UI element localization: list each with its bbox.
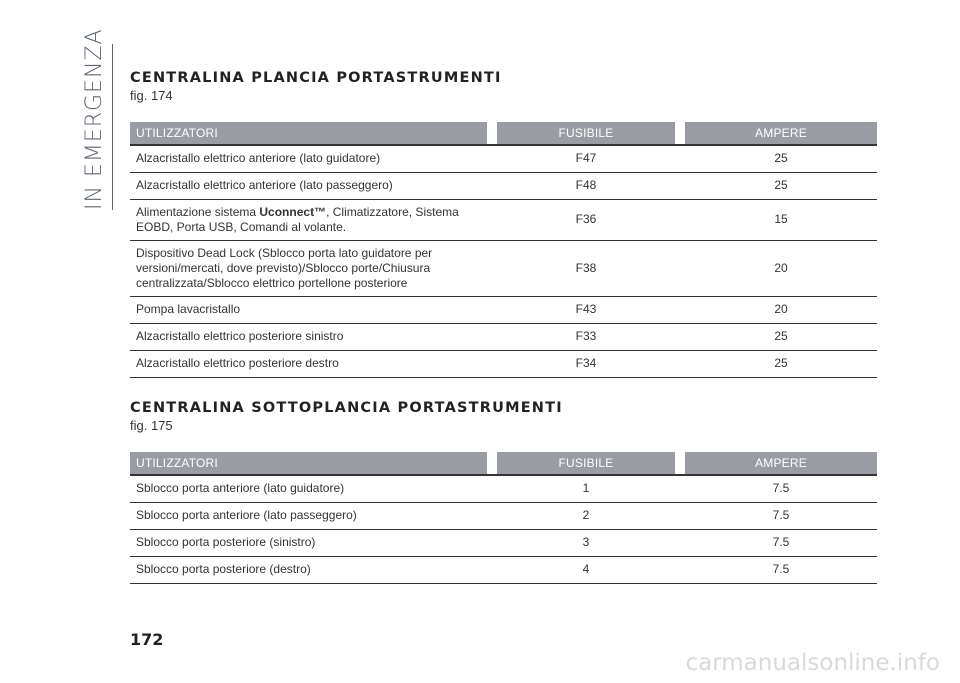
cell-ampere: 25 bbox=[685, 172, 877, 199]
column-header-fuse: FUSIBILE bbox=[497, 452, 675, 475]
cell-ampere: 20 bbox=[685, 240, 877, 296]
cell-users: Sblocco porta posteriore (sinistro) bbox=[130, 529, 487, 556]
cell-ampere: 25 bbox=[685, 350, 877, 377]
cell-users bbox=[130, 199, 487, 240]
table-row bbox=[130, 145, 877, 172]
cell-fuse: 1 bbox=[497, 475, 675, 502]
table-row bbox=[130, 350, 877, 377]
column-header-users: UTILIZZATORI bbox=[130, 122, 487, 145]
cell-fuse: F33 bbox=[497, 323, 675, 350]
cell-ampere: 15 bbox=[685, 199, 877, 240]
table-row bbox=[130, 323, 877, 350]
table-header-row bbox=[130, 122, 877, 145]
cell-ampere: 7.5 bbox=[685, 475, 877, 502]
cell-users: Sblocco porta anteriore (lato passeggero) bbox=[130, 502, 487, 529]
table-row bbox=[130, 475, 877, 502]
cell-fuse: 2 bbox=[497, 502, 675, 529]
column-header-users: UTILIZZATORI bbox=[130, 452, 487, 475]
page-number: 172 bbox=[130, 630, 164, 649]
column-header-fuse: FUSIBILE bbox=[497, 122, 675, 145]
cell-ampere: 7.5 bbox=[685, 502, 877, 529]
cell-users: Alzacristallo elettrico anteriore (lato passeggero) bbox=[130, 172, 487, 199]
column-header-ampere: AMPERE bbox=[685, 452, 877, 475]
cell-users: Dispositivo Dead Lock (Sblocco porta lato guidatore per versioni/mercati, dove previsto)/Sblocco porte/Chiusura centralizzata/Sblocco elettrico portellone posteriore bbox=[130, 240, 487, 296]
cell-fuse: F48 bbox=[497, 172, 675, 199]
cell-users: Sblocco porta posteriore (destro) bbox=[130, 556, 487, 583]
table-row bbox=[130, 556, 877, 583]
cell-ampere: 25 bbox=[685, 323, 877, 350]
table-row bbox=[130, 240, 877, 296]
cell-users: Alzacristallo elettrico anteriore (lato guidatore) bbox=[130, 145, 487, 172]
cell-ampere: 25 bbox=[685, 145, 877, 172]
cell-fuse: 3 bbox=[497, 529, 675, 556]
cell-fuse: F36 bbox=[497, 199, 675, 240]
table-row bbox=[130, 172, 877, 199]
text-part: , Climatizzatore, Sistema EOBD, Porta USB, Comandi al volante. bbox=[136, 204, 459, 234]
cell-fuse: F43 bbox=[497, 296, 675, 323]
chapter-divider bbox=[112, 44, 113, 210]
cell-ampere: 7.5 bbox=[685, 529, 877, 556]
cell-users: Alzacristallo elettrico posteriore destro bbox=[130, 350, 487, 377]
cell-fuse: F34 bbox=[497, 350, 675, 377]
section-sottoplancia bbox=[130, 400, 877, 584]
cell-users: Sblocco porta anteriore (lato guidatore) bbox=[130, 475, 487, 502]
table-row bbox=[130, 296, 877, 323]
cell-ampere: 20 bbox=[685, 296, 877, 323]
cell-users: Alzacristallo elettrico posteriore sinistro bbox=[130, 323, 487, 350]
table-header-row bbox=[130, 452, 877, 475]
cell-users: Pompa lavacristallo bbox=[130, 296, 487, 323]
chapter-title: IN EMERGENZA bbox=[82, 28, 107, 210]
section-title: CENTRALINA SOTTOPLANCIA PORTASTRUMENTI bbox=[130, 400, 563, 416]
table-row bbox=[130, 199, 877, 240]
watermark: carmanualsonline.info bbox=[685, 650, 940, 676]
fuse-table bbox=[130, 122, 877, 378]
brand-name: Uconnect™ bbox=[259, 204, 327, 219]
column-header-ampere: AMPERE bbox=[685, 122, 877, 145]
cell-fuse: F38 bbox=[497, 240, 675, 296]
section-plancia bbox=[130, 70, 877, 378]
cell-fuse: 4 bbox=[497, 556, 675, 583]
table-row bbox=[130, 502, 877, 529]
cell-fuse: F47 bbox=[497, 145, 675, 172]
figure-reference: fig. 174 bbox=[130, 88, 173, 103]
cell-ampere: 7.5 bbox=[685, 556, 877, 583]
fuse-table bbox=[130, 452, 877, 584]
table-row bbox=[130, 529, 877, 556]
figure-reference: fig. 175 bbox=[130, 418, 173, 433]
text-part: Alimentazione sistema bbox=[136, 204, 260, 219]
section-title: CENTRALINA PLANCIA PORTASTRUMENTI bbox=[130, 70, 502, 86]
